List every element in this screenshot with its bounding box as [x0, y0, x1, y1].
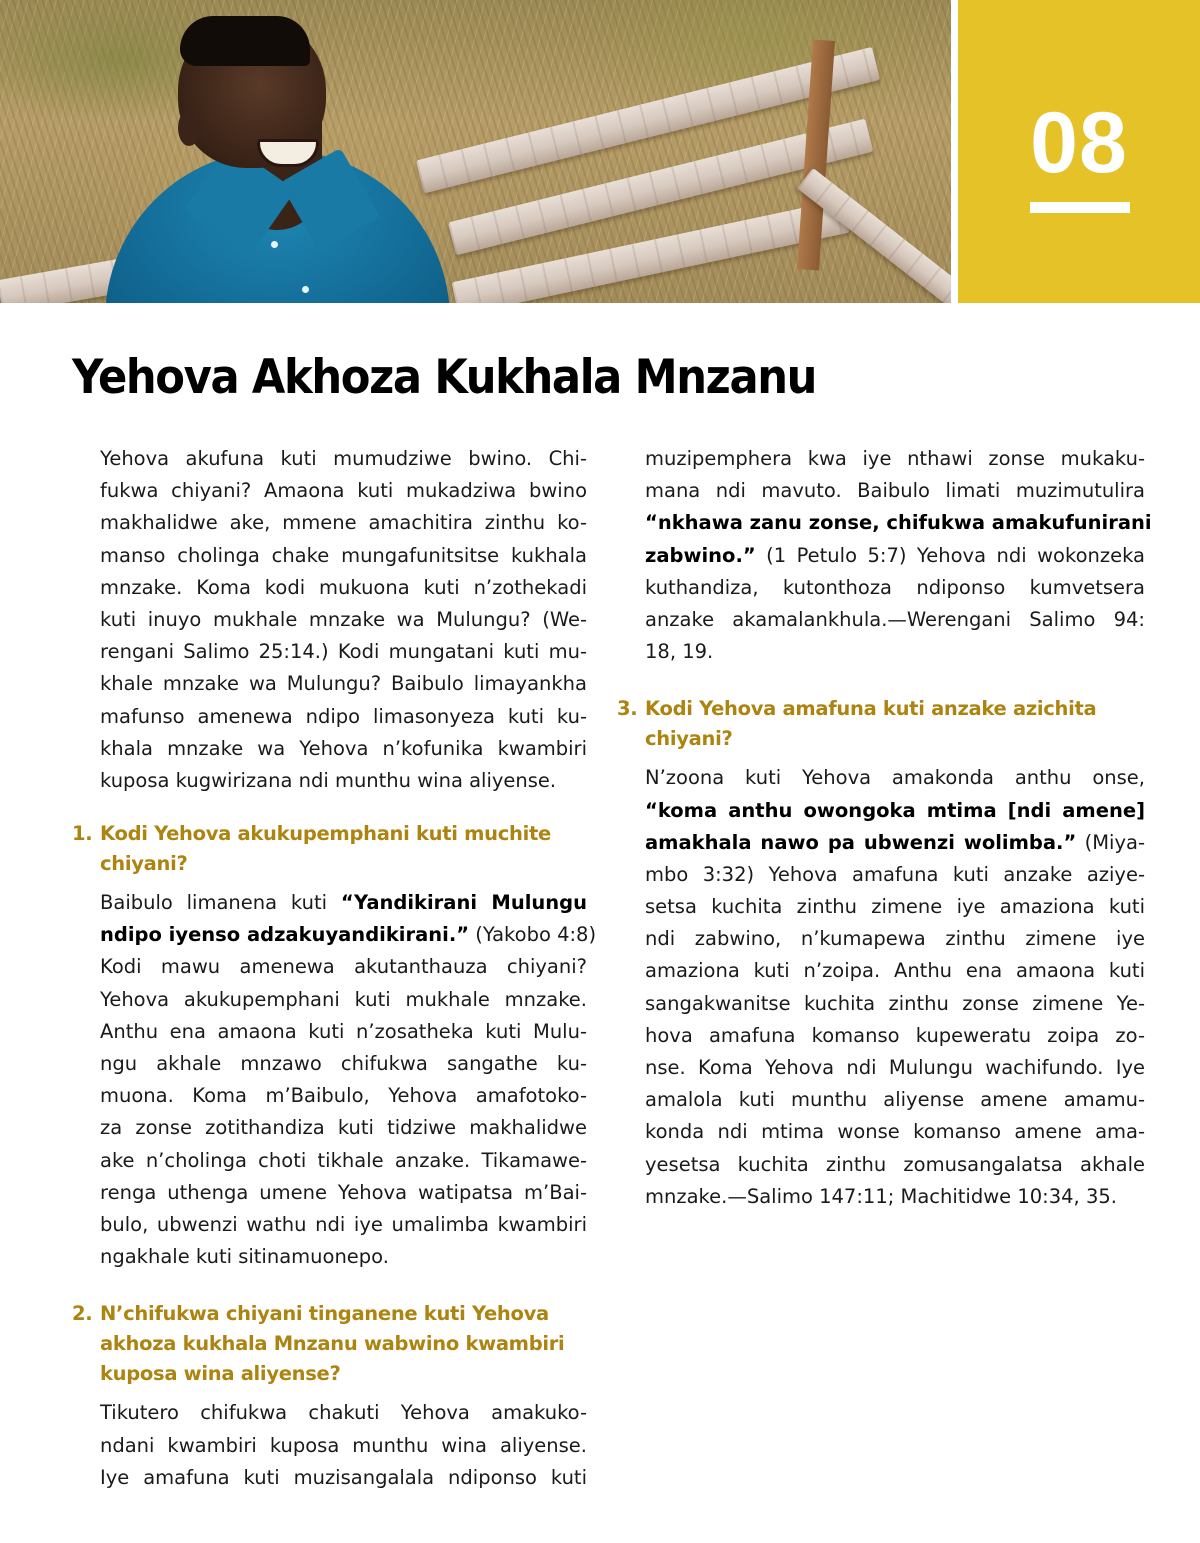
question-text: kuposa wina aliyense?	[100, 1362, 341, 1386]
text-line	[645, 572, 1145, 604]
text-line	[100, 1016, 587, 1048]
question-number: 2.	[72, 1302, 93, 1326]
text-run: amaziona kuti n’zoipa. Anthu ena amaona kuti	[645, 959, 1145, 983]
text-line	[645, 988, 1145, 1020]
answer-paragraph-3	[645, 762, 1145, 1213]
text-line	[645, 891, 1145, 923]
text-line	[645, 443, 1145, 475]
text-line	[645, 762, 1145, 794]
left-column	[72, 443, 597, 1494]
text-line: mafunso amenewa ndipo limasonyeza kuti ku-	[100, 704, 587, 728]
text-line: khala mnzake wa Yehova n’kofunika kwambiri	[100, 736, 587, 760]
question-text: chiyani?	[645, 727, 733, 751]
question-text: akhoza kukhala Mnzanu wabwino kwambiri	[100, 1332, 565, 1356]
text-run: nse. Koma Yehova ndi Mulungu wachifundo. Iye	[645, 1056, 1145, 1079]
text-line	[645, 1084, 1145, 1116]
text-run: setsa kuchita zinthu zimene iye amaziona kuti	[645, 895, 1145, 919]
text-line	[645, 1149, 1145, 1181]
text-line	[100, 1241, 587, 1273]
question-line	[72, 849, 587, 879]
text-run: sangakwanitse kuchita zinthu zonse zimene Ye-	[645, 991, 1145, 1015]
question-number: 1.	[72, 822, 93, 846]
text-line: fukwa chiyani? Amaona kuti mukadziwa bwino	[100, 479, 587, 503]
question-text: Kodi Yehova akukupemphani kuti muchite	[100, 822, 551, 846]
answer-paragraph-2-continued	[645, 443, 1152, 668]
text-line	[100, 1430, 587, 1462]
text-run: mana ndi mavuto. Baibulo limati muzimutulira	[645, 479, 1145, 503]
text-run: bulo, ubwenzi wathu ndi iye umalimba kwambiri	[100, 1212, 587, 1236]
text-run: renga uthenga umene Yehova watipatsa m’Bai-	[100, 1180, 587, 1204]
intro-paragraph	[100, 443, 587, 797]
scripture-reference: (1 Petulo 5:7) Yehova ndi wokonzeka	[755, 543, 1145, 567]
text-run: mnzake.—Salimo 147:11; Machitidwe 10:34, 35.	[645, 1184, 1117, 1208]
text-run: amalola kuti munthu aliyense amene amamu-	[645, 1088, 1145, 1112]
question-heading-1	[72, 819, 587, 879]
shirt-button	[302, 286, 309, 293]
question-text: N’chifukwa chiyani tinganene kuti Yehova	[100, 1302, 549, 1326]
text-line	[100, 1462, 587, 1494]
text-run: mbo 3:32) Yehova amafuna kuti anzake aziye-	[645, 862, 1145, 886]
text-run: konda ndi mtima wonse komanso amene ama-	[645, 1120, 1145, 1144]
scripture-quote: zabwino.”	[645, 543, 756, 567]
text-line	[100, 887, 587, 919]
hero-photo	[0, 0, 951, 303]
right-column	[617, 443, 1152, 1213]
text-run: kuthandiza, kutonthoza ndiponso kumvetsera	[645, 575, 1145, 599]
text-run: muona. Koma m’Baibulo, Yehova amafotoko-	[100, 1084, 587, 1108]
text-line	[100, 1177, 587, 1209]
question-line	[617, 694, 1145, 724]
scripture-quote: amakhala nawo pa ubwenzi wolimba.”	[645, 830, 1077, 854]
lesson-number-badge	[958, 0, 1200, 303]
text-line: rengani Salimo 25:14.) Kodi mungatani kuti mu-	[100, 640, 587, 664]
text-line	[100, 1397, 587, 1429]
text-run: N’zoona kuti Yehova amakonda anthu onse,	[645, 766, 1145, 790]
text-run: ndi zabwino, n’kumapewa zinthu zimene iye	[645, 927, 1145, 951]
text-line	[645, 955, 1145, 987]
person-hair	[180, 16, 310, 66]
text-line: makhalidwe ake, mmene amachitira zinthu ko-	[100, 511, 587, 535]
text-line	[100, 1145, 587, 1177]
text-run: Iye amafuna kuti muzisangalala ndiponso kuti	[100, 1465, 587, 1489]
question-line	[72, 1359, 587, 1389]
text-line	[100, 1209, 587, 1241]
text-run: anzake akamalankhula.—Werengani Salimo 94:	[645, 607, 1145, 631]
text-line	[645, 1052, 1145, 1084]
text-line	[645, 1181, 1145, 1213]
text-line: manso cholinga chake mungafunitsitse kukhala	[100, 543, 587, 567]
text-run: muzipemphera kwa iye nthawi zonse mukaku-	[645, 447, 1145, 470]
question-line	[72, 1299, 587, 1329]
text-run: yesetsa kuchita zinthu zomusangalatsa akhale	[645, 1152, 1145, 1176]
question-line	[72, 1329, 587, 1359]
text-run: Baibulo limanena kuti	[100, 891, 341, 915]
answer-paragraph-2	[100, 1397, 587, 1494]
question-heading-2	[72, 1299, 587, 1389]
text-line	[645, 1116, 1145, 1148]
text-line	[645, 507, 1152, 539]
scripture-quote: “Yandikirani Mulungu	[340, 891, 587, 915]
question-text: chiyani?	[100, 852, 188, 876]
scripture-reference: (Miya-	[1076, 830, 1145, 854]
scripture-quote: “nkhawa zanu zonse, chifukwa amakufunirani	[645, 511, 1152, 535]
text-line: mnzake. Koma kodi mukuona kuti n’zothekadi	[100, 575, 587, 599]
text-run: 18, 19.	[645, 640, 714, 664]
text-line	[645, 540, 1145, 572]
text-line	[100, 951, 587, 983]
scripture-reference: (Yakobo 4:8)	[469, 923, 597, 947]
text-line: kuposa kugwirizana ndi munthu wina aliyense.	[100, 768, 557, 792]
text-line	[100, 919, 597, 951]
text-run: za zonse zotithandiza kuti tidziwe makhalidwe	[100, 1116, 587, 1140]
text-line	[100, 1048, 587, 1080]
text-line	[645, 475, 1145, 507]
text-line	[645, 827, 1145, 859]
question-number: 3.	[617, 697, 638, 721]
question-line	[72, 819, 587, 849]
text-line	[645, 923, 1145, 955]
text-line: Yehova akufuna kuti mumudziwe bwino. Chi-	[100, 447, 587, 470]
text-run: Tikutero chifukwa chakuti Yehova amakuko-	[100, 1401, 587, 1425]
text-run: hova amafuna komanso kupeweratu zoipa zo-	[645, 1023, 1145, 1047]
text-run: Yehova akukupemphani kuti mukhale mnzake.	[100, 987, 587, 1011]
scripture-quote: “koma anthu owongoka mtima [ndi amene]	[645, 798, 1145, 822]
text-line	[645, 636, 1145, 668]
page-title: Yehova Akhoza Kukhala Mnzanu	[72, 350, 817, 405]
text-run: Anthu ena amaona kuti n’zosatheka kuti Mulu-	[100, 1019, 587, 1043]
text-run: ake n’cholinga choti tikhale anzake. Tikamawe-	[100, 1148, 587, 1172]
question-line	[617, 724, 1145, 754]
text-line	[100, 1112, 587, 1144]
text-run: ngakhale kuti sitinamuonepo.	[100, 1245, 389, 1269]
person-ear	[178, 110, 200, 146]
question-heading-3	[617, 694, 1145, 754]
lesson-number: 08	[1030, 95, 1128, 191]
text-line: khale mnzake wa Mulungu? Baibulo limayankha	[100, 672, 587, 696]
text-line	[645, 795, 1145, 827]
text-line	[100, 1080, 587, 1112]
shirt-button	[271, 241, 278, 248]
text-line: kuti inuyo mukhale mnzake wa Mulungu? (We-	[100, 607, 587, 631]
answer-paragraph-1	[100, 887, 597, 1273]
text-run: ngu akhale mnzawo chifukwa sangathe ku-	[100, 1052, 587, 1075]
scripture-quote: ndipo iyenso adzakuyandikirani.”	[100, 923, 470, 947]
text-line	[645, 604, 1145, 636]
text-run: ndani kwambiri kuposa munthu wina aliyense.	[100, 1433, 587, 1457]
text-line	[100, 984, 587, 1016]
text-run: Kodi mawu amenewa akutanthauza chiyani?	[100, 955, 587, 979]
question-text: Kodi Yehova amafuna kuti anzake azichita	[645, 697, 1097, 721]
text-line	[645, 1020, 1145, 1052]
text-line	[645, 859, 1145, 891]
badge-underline	[1030, 202, 1130, 213]
